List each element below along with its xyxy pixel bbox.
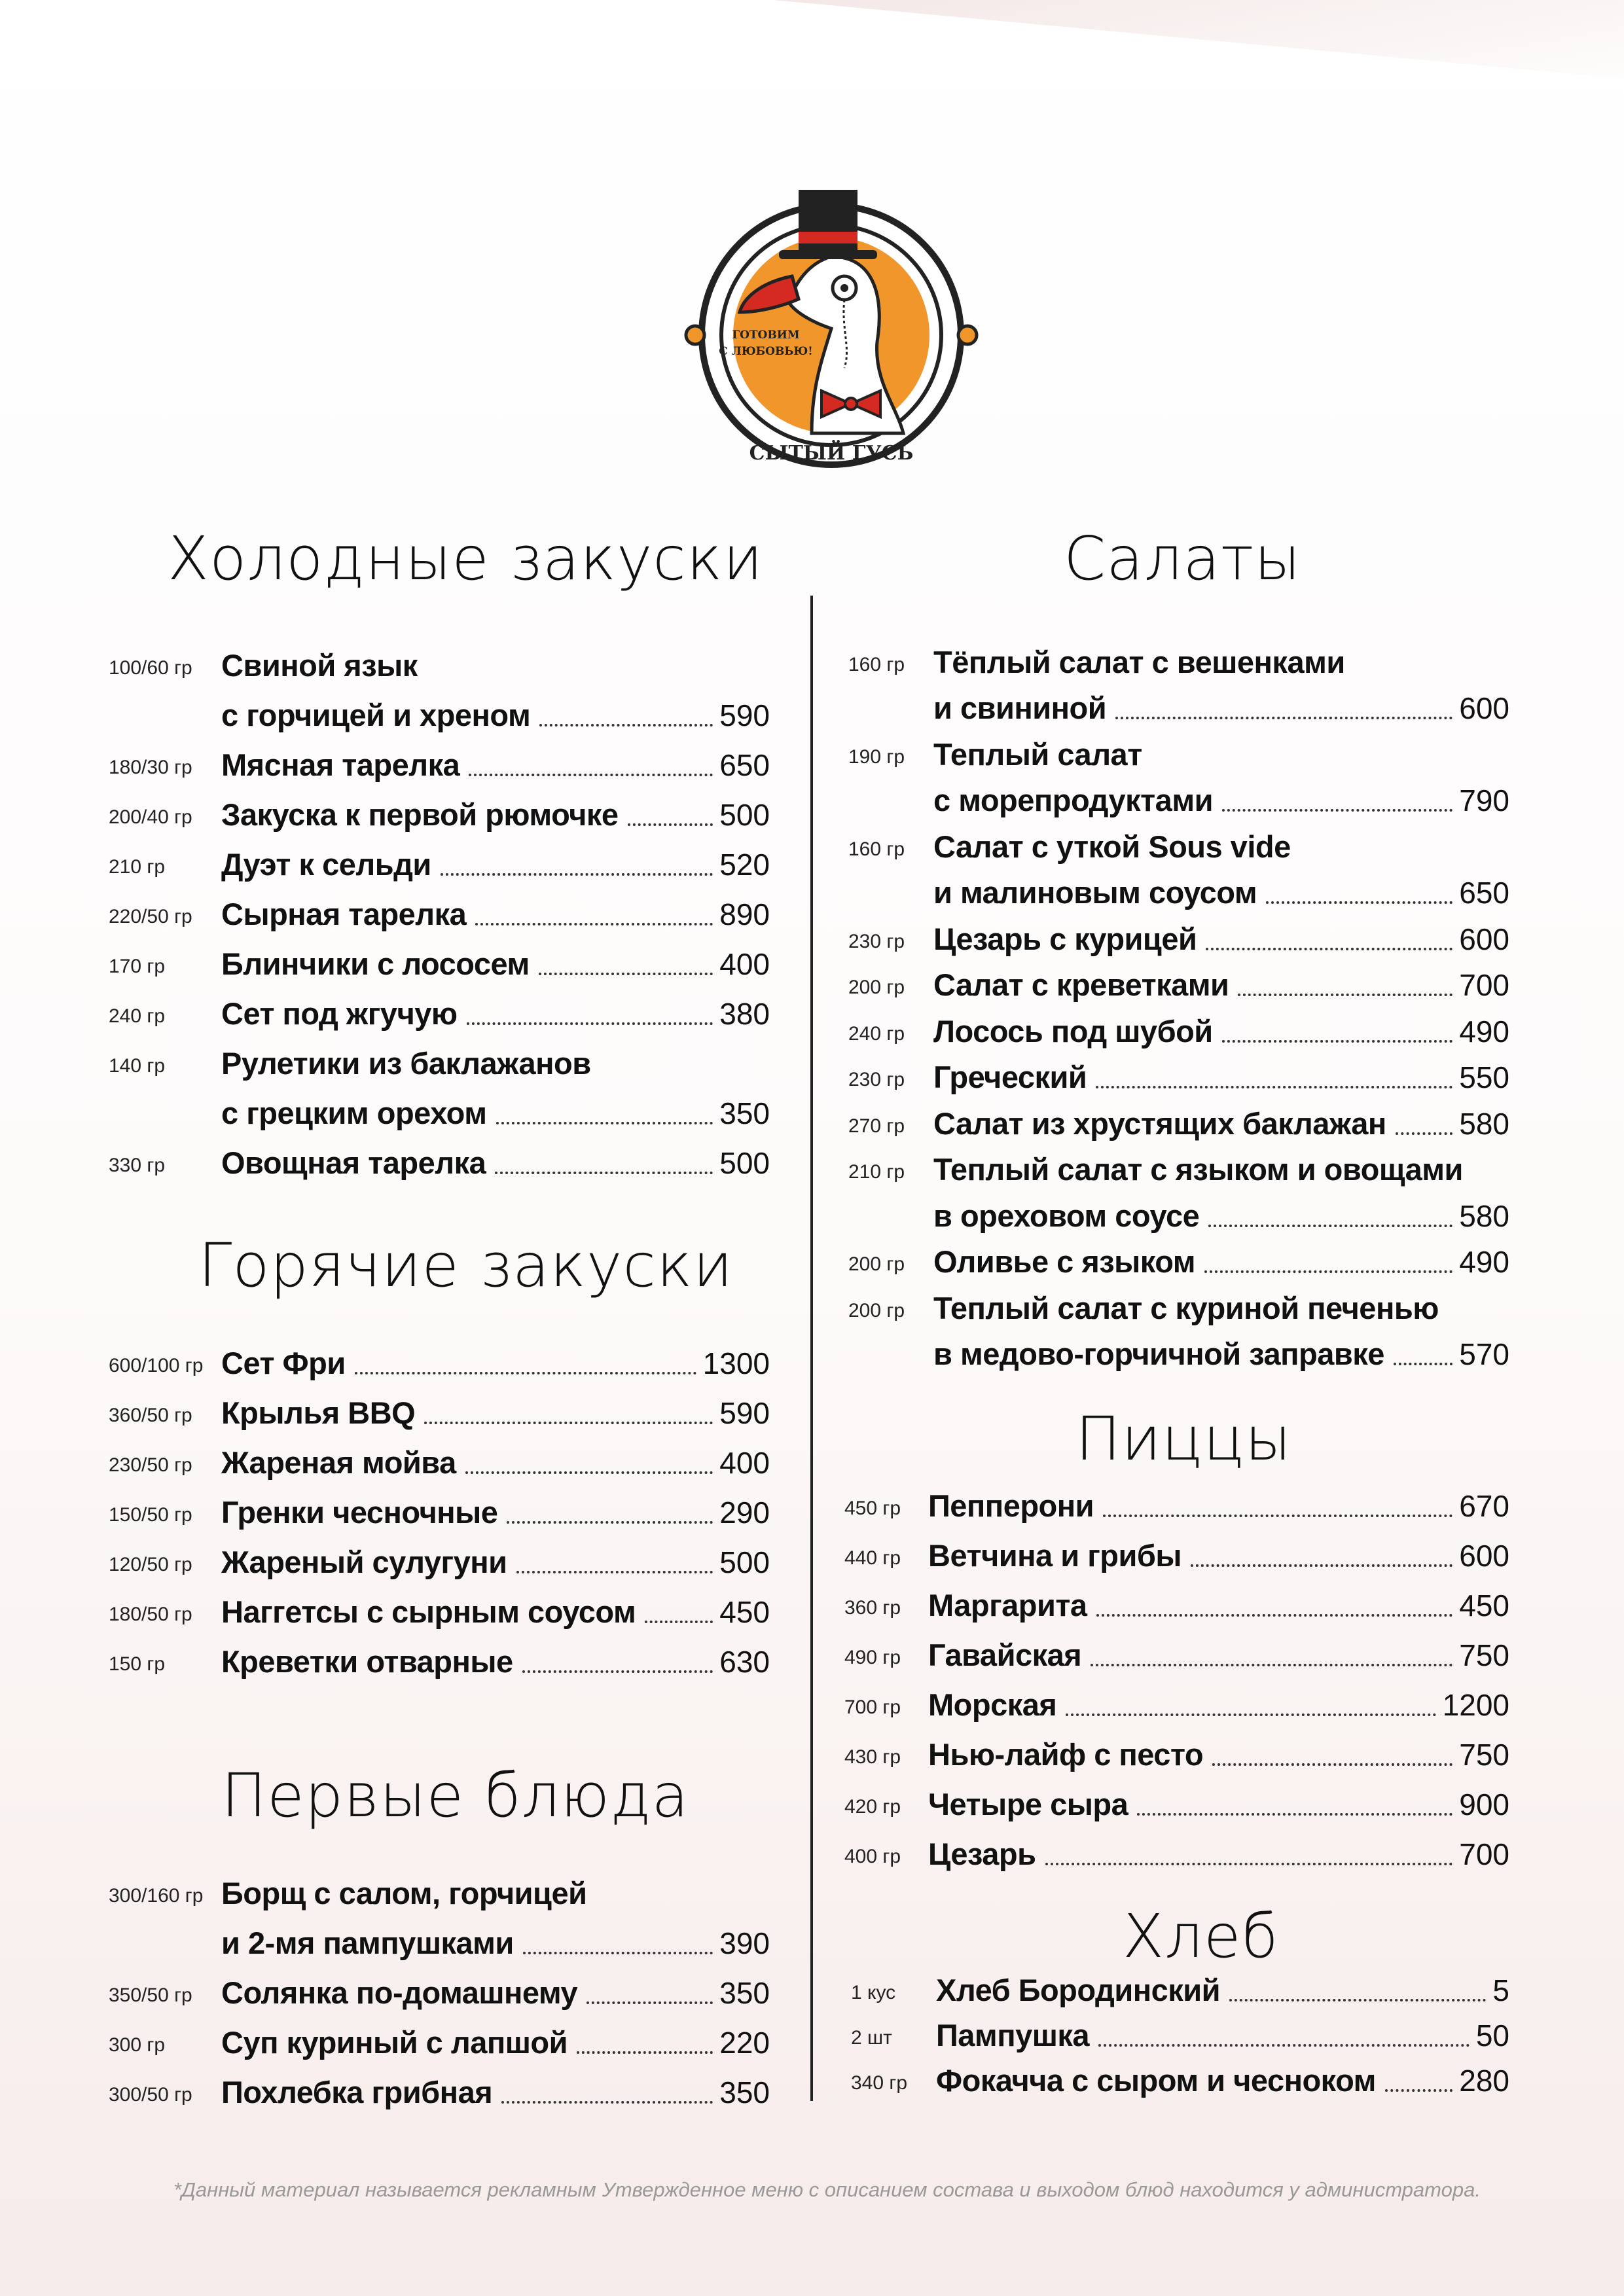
item-weight: 1 кус [851, 1982, 896, 2003]
menu-item-row [844, 1528, 1509, 1577]
item-name: Маргарита [928, 1588, 1087, 1623]
menu-item-row [109, 1335, 770, 1385]
item-price: 390 [719, 1926, 770, 1960]
item-price: 900 [1459, 1787, 1509, 1821]
item-price: 400 [719, 947, 770, 981]
logo-slogan-line1: ГОТОВИМ [732, 329, 800, 342]
corner-decoration [773, 0, 1624, 79]
menu-list-salads [848, 637, 1509, 1376]
item-price: 550 [1459, 1060, 1509, 1094]
menu-item-row [109, 1135, 770, 1185]
item-weight: 230 гр [848, 1069, 905, 1090]
item-price: 700 [1459, 1837, 1509, 1871]
item-name: Оливье с языком [933, 1244, 1196, 1279]
section-title-soups: Первые блюда [221, 1761, 689, 1831]
item-name: Лосось под шубой [933, 1013, 1213, 1049]
item-weight: 210 гр [848, 1161, 905, 1183]
menu-item-row [109, 986, 770, 1035]
menu-item-row [109, 687, 770, 737]
menu-item-row [109, 1865, 770, 1915]
item-name: Греческий [933, 1060, 1087, 1094]
item-weight: 240 гр [848, 1022, 905, 1045]
dot-leader [501, 2101, 713, 2104]
item-price: 400 [719, 1446, 770, 1480]
menu-item-row [109, 1085, 770, 1135]
item-weight: 330 гр [109, 1155, 166, 1176]
dot-leader [465, 1471, 713, 1474]
menu-item-row [844, 1776, 1509, 1826]
item-name: Свиной язык [221, 648, 418, 683]
item-price: 600 [1459, 691, 1509, 725]
item-price: 450 [719, 1595, 770, 1629]
item-price: 500 [719, 798, 770, 832]
sytyi-gus-logo [681, 171, 982, 479]
dot-leader [1396, 1132, 1453, 1135]
item-weight: 400 гр [844, 1846, 901, 1867]
item-name: Салат с уткой Sous vide [933, 829, 1291, 864]
item-price: 580 [1459, 1106, 1509, 1141]
dot-leader [1206, 948, 1453, 950]
menu-item-row [109, 936, 770, 986]
menu-list-bread [851, 1967, 1509, 2102]
section-title-hot: Горячие закуски [198, 1230, 734, 1300]
dot-leader [1266, 901, 1453, 904]
dot-leader [586, 2001, 713, 2004]
section-title-bread: Хлеб [1123, 1901, 1279, 1971]
item-weight: 230 гр [848, 930, 905, 952]
dot-leader [1137, 1813, 1453, 1816]
item-weight: 200 гр [848, 1299, 905, 1321]
menu-item-row [848, 1007, 1509, 1053]
item-name: Гренки чесночные [221, 1495, 498, 1530]
menu-item-row [109, 637, 770, 687]
item-name: с грецким орехом [221, 1096, 487, 1130]
dot-leader [1238, 994, 1453, 996]
item-weight: 360 гр [844, 1597, 901, 1619]
item-price: 590 [719, 1396, 770, 1430]
item-price: 890 [719, 897, 770, 931]
menu-item-row [844, 1478, 1509, 1528]
menu-item-row [848, 1053, 1509, 1100]
dot-leader [496, 1122, 713, 1124]
menu-item-row [848, 822, 1509, 869]
item-weight: 230/50 гр [109, 1454, 192, 1476]
item-weight: 100/60 гр [109, 657, 192, 679]
item-weight: 200 гр [848, 977, 905, 998]
footnote-ad: *Данный материал называется рекламным [173, 2178, 596, 2201]
item-name: Хлеб Бородинский [936, 1973, 1221, 2007]
menu-item-row [844, 1727, 1509, 1776]
item-weight: 140 гр [109, 1055, 166, 1077]
item-weight: 270 гр [848, 1115, 905, 1137]
logo-slogan-line2: С ЛЮБОВЬЮ! [719, 345, 813, 358]
item-name: Цезарь с курицей [933, 921, 1197, 956]
dot-leader [475, 923, 713, 925]
item-name: с морепродуктами [933, 783, 1213, 817]
item-name: и 2-мя пампушками [221, 1926, 514, 1960]
dot-leader [539, 973, 713, 975]
dot-leader [1096, 1086, 1453, 1088]
item-price: 500 [719, 1545, 770, 1579]
dot-leader [645, 1621, 713, 1623]
item-price: 500 [719, 1146, 770, 1180]
item-name: Суп куриный с лапшой [221, 2025, 568, 2060]
item-weight: 2 шт [851, 2027, 892, 2049]
item-name: Нью-лайф с песто [928, 1737, 1204, 1772]
item-weight: 160 гр [848, 838, 905, 860]
dot-leader [355, 1372, 696, 1374]
item-name: Жареный сулугуни [221, 1545, 507, 1579]
item-price: 630 [719, 1645, 770, 1679]
item-weight: 120/50 гр [109, 1554, 192, 1575]
menu-item-row [109, 2015, 770, 2064]
dot-leader [424, 1422, 713, 1424]
item-weight: 210 гр [109, 856, 166, 878]
item-price: 220 [719, 2026, 770, 2060]
item-name: и малиновым соусом [933, 875, 1257, 910]
menu-item-row [848, 869, 1509, 915]
item-price: 350 [719, 1096, 770, 1130]
item-price: 350 [719, 2075, 770, 2109]
menu-item-row [109, 1534, 770, 1584]
dot-leader [507, 1521, 713, 1524]
menu-item-row [109, 1965, 770, 2015]
item-name: Гавайская [928, 1638, 1082, 1672]
item-weight: 600/100 гр [109, 1355, 204, 1376]
item-weight: 220/50 гр [109, 906, 192, 927]
item-price: 520 [719, 848, 770, 882]
section-title-cold: Холодные закуски [168, 524, 764, 594]
dot-leader [1394, 1363, 1453, 1365]
menu-item-row [848, 730, 1509, 776]
item-weight: 150 гр [109, 1653, 166, 1675]
item-name: с горчицей и хреном [221, 698, 531, 732]
item-name: Пепперони [928, 1488, 1094, 1523]
item-name: Салат из хрустящих баклажан [933, 1105, 1386, 1141]
item-weight: 180/30 гр [109, 757, 192, 778]
menu-item-row [109, 1634, 770, 1683]
dot-leader [1212, 1763, 1453, 1766]
menu-item-row [109, 886, 770, 936]
footnote-menu-info: Утвержденное меню с описанием состава и выходом блюд находится у администратора. [602, 2178, 1481, 2201]
logo-brand-name: СЫТЫЙ ГУСЬ [749, 442, 914, 465]
dot-leader [1204, 1270, 1453, 1273]
dot-leader [441, 873, 713, 876]
item-weight: 180/50 гр [109, 1604, 192, 1625]
column-divider [810, 596, 813, 2101]
item-weight: 240 гр [109, 1005, 166, 1027]
item-price: 280 [1459, 2064, 1509, 2098]
menu-item-row [109, 1435, 770, 1484]
menu-item-row [844, 1677, 1509, 1727]
item-name: Пампушка [936, 2018, 1090, 2053]
menu-item-row [109, 1915, 770, 1965]
item-price: 380 [719, 997, 770, 1031]
item-name: Креветки отварные [221, 1644, 513, 1679]
item-price: 350 [719, 1976, 770, 2010]
menu-item-row [848, 776, 1509, 823]
item-name: Теплый салат [933, 736, 1142, 772]
item-price: 750 [1459, 1638, 1509, 1672]
section-title-salads: Салаты [1064, 524, 1301, 594]
item-name: Морская [928, 1687, 1057, 1722]
item-name: Дуэт к сельди [221, 847, 431, 882]
menu-item-row [109, 1584, 770, 1634]
dot-leader [1208, 1225, 1453, 1227]
item-name: Теплый салат с куриной печенью [933, 1290, 1439, 1325]
dot-leader [628, 823, 713, 826]
section-title-pizza: Пиццы [1075, 1404, 1292, 1474]
menu-item-row [844, 1627, 1509, 1677]
dot-leader [1045, 1863, 1453, 1865]
item-name: Сырная тарелка [221, 897, 467, 931]
menu-item-row [851, 2057, 1509, 2102]
menu-item-row [851, 2012, 1509, 2057]
menu-item-row [848, 1191, 1509, 1238]
menu-item-row [109, 787, 770, 836]
item-price: 750 [1459, 1738, 1509, 1772]
item-weight: 360/50 гр [109, 1405, 192, 1426]
dot-leader [1222, 1040, 1453, 1043]
item-weight: 300/160 гр [109, 1885, 204, 1907]
menu-item-row [848, 1145, 1509, 1192]
dot-leader [522, 1670, 713, 1673]
dot-leader [467, 1022, 713, 1025]
dot-leader [1098, 2044, 1470, 2047]
item-weight: 420 гр [844, 1796, 901, 1818]
dot-leader [1115, 717, 1453, 719]
item-name: Четыре сыра [928, 1787, 1128, 1821]
item-weight: 430 гр [844, 1746, 901, 1768]
menu-item-row [851, 1967, 1509, 2012]
dot-leader [516, 1571, 713, 1573]
item-weight: 350/50 гр [109, 1984, 192, 2006]
menu-item-row [844, 1577, 1509, 1627]
item-name: Жареная мойва [221, 1445, 456, 1480]
item-price: 790 [1459, 783, 1509, 817]
menu-item-row [109, 737, 770, 787]
dot-leader [1229, 1999, 1486, 2001]
item-name: Теплый салат с языком и овощами [933, 1152, 1463, 1187]
item-price: 450 [1459, 1588, 1509, 1623]
item-price: 50 [1475, 2018, 1509, 2053]
dot-leader [1096, 1614, 1453, 1617]
item-name: Закуска к первой рюмочке [221, 797, 619, 832]
item-price: 650 [1459, 876, 1509, 910]
item-price: 700 [1459, 968, 1509, 1002]
menu-item-row [848, 1099, 1509, 1145]
item-name: Борщ с салом, горчицей [221, 1876, 587, 1910]
item-weight: 170 гр [109, 956, 166, 977]
item-weight: 300 гр [109, 2034, 166, 2056]
menu-item-row [109, 1385, 770, 1435]
item-name: Рулетики из баклажанов [221, 1046, 591, 1081]
item-price: 670 [1459, 1489, 1509, 1523]
dot-leader [577, 2051, 713, 2054]
item-price: 290 [719, 1496, 770, 1530]
dot-leader [495, 1172, 713, 1174]
menu-item-row [848, 1238, 1509, 1284]
item-name: Ветчина и грибы [928, 1538, 1182, 1573]
dot-leader [539, 724, 713, 726]
menu-list-hot [109, 1335, 770, 1683]
item-weight: 200/40 гр [109, 806, 192, 828]
item-price: 600 [1459, 1539, 1509, 1573]
item-weight: 700 гр [844, 1696, 901, 1718]
item-weight: 440 гр [844, 1547, 901, 1569]
item-price: 1300 [702, 1346, 770, 1380]
item-name: Овощная тарелка [221, 1145, 486, 1180]
item-name: Крылья BBQ [221, 1395, 416, 1430]
menu-item-row [844, 1826, 1509, 1876]
menu-item-row [848, 684, 1509, 730]
item-price: 580 [1459, 1198, 1509, 1233]
item-name: Сет Фри [221, 1346, 346, 1380]
menu-item-row [848, 961, 1509, 1007]
dot-leader [1222, 809, 1453, 812]
menu-list-cold [109, 637, 770, 1185]
dot-leader [1191, 1564, 1453, 1567]
menu-item-row [109, 1035, 770, 1085]
item-name: Мясная тарелка [221, 747, 460, 782]
dot-leader [1385, 2089, 1453, 2092]
item-weight: 450 гр [844, 1498, 901, 1519]
item-name: Тёплый салат с вешенками [933, 644, 1345, 679]
dot-leader [469, 774, 713, 776]
item-price: 600 [1459, 922, 1509, 956]
menu-list-pizza [844, 1478, 1509, 1876]
dot-leader [523, 1952, 713, 1954]
menu-item-row [848, 637, 1509, 684]
item-name: Солянка по-домашнему [221, 1975, 578, 2010]
item-name: Сет под жгучую [221, 996, 458, 1031]
item-weight: 490 гр [844, 1647, 901, 1668]
item-price: 490 [1459, 1014, 1509, 1049]
item-price: 570 [1459, 1337, 1509, 1371]
item-weight: 190 гр [848, 745, 905, 768]
menu-list-soups [109, 1865, 770, 2114]
item-name: и свининой [933, 691, 1107, 725]
dot-leader [1103, 1515, 1453, 1517]
item-weight: 150/50 гр [109, 1504, 192, 1526]
menu-item-row [109, 2064, 770, 2114]
item-price: 1200 [1442, 1688, 1509, 1722]
item-name: в медово-горчичной заправке [933, 1336, 1384, 1371]
menu-item-row [109, 836, 770, 886]
menu-item-row [848, 1330, 1509, 1376]
item-weight: 300/50 гр [109, 2084, 192, 2106]
item-weight: 340 гр [851, 2072, 908, 2094]
item-name: Фокачча с сыром и чесноком [936, 2063, 1376, 2098]
item-price: 5 [1492, 1973, 1509, 2007]
item-price: 590 [719, 698, 770, 732]
item-price: 650 [719, 748, 770, 782]
item-weight: 160 гр [848, 653, 905, 675]
item-price: 490 [1459, 1245, 1509, 1279]
item-name: Наггетсы с сырным соусом [221, 1594, 636, 1629]
dot-leader [1091, 1664, 1453, 1666]
item-name: Блинчики с лососем [221, 946, 530, 981]
item-weight: 200 гр [848, 1253, 905, 1275]
menu-item-row [848, 1283, 1509, 1330]
menu-item-row [848, 914, 1509, 961]
item-name: Похлебка грибная [221, 2075, 493, 2109]
dot-leader [1066, 1713, 1435, 1716]
item-name: Цезарь [928, 1837, 1036, 1871]
item-name: в ореховом соусе [933, 1198, 1200, 1233]
menu-item-row [109, 1484, 770, 1534]
item-name: Салат с креветками [933, 967, 1229, 1002]
